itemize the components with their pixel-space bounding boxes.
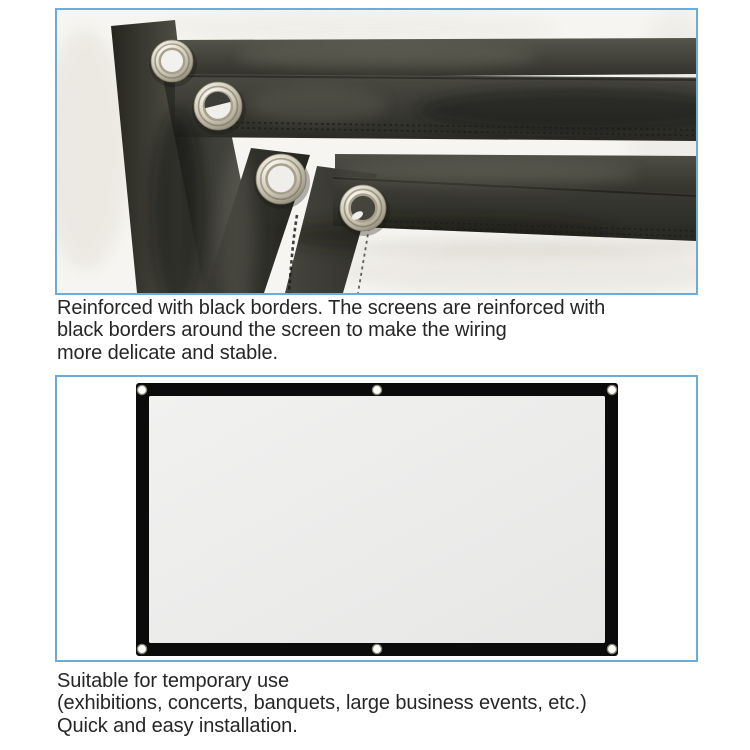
caption-line: Quick and easy installation. [57, 714, 298, 737]
grommet-photo [57, 10, 696, 293]
screen-grommet-top-left [137, 385, 146, 394]
screen-surface [149, 396, 605, 643]
caption-line: Suitable for temporary use [57, 670, 289, 692]
screen-grommet-top-center [372, 385, 381, 394]
caption-line: more delicate and stable. [57, 341, 278, 364]
screen-diagram [57, 377, 696, 660]
caption-line: black borders around the screen to make the wiring [57, 319, 507, 342]
caption-line: Reinforced with black borders. The screens are reinforced with [57, 297, 606, 319]
grommet-photo-figure [55, 8, 698, 295]
screen-grommet-bottom-center [372, 644, 381, 653]
caption-usage [57, 670, 705, 737]
screen-grommet-bottom-left [137, 644, 146, 653]
screen-grommet-top-right [607, 385, 616, 394]
caption-reinforced [57, 297, 705, 364]
caption-line: (exhibitions, concerts, banquets, large business events, etc.) [57, 692, 587, 715]
screen-diagram-figure [55, 375, 698, 662]
screen-grommet-bottom-right [607, 644, 616, 653]
